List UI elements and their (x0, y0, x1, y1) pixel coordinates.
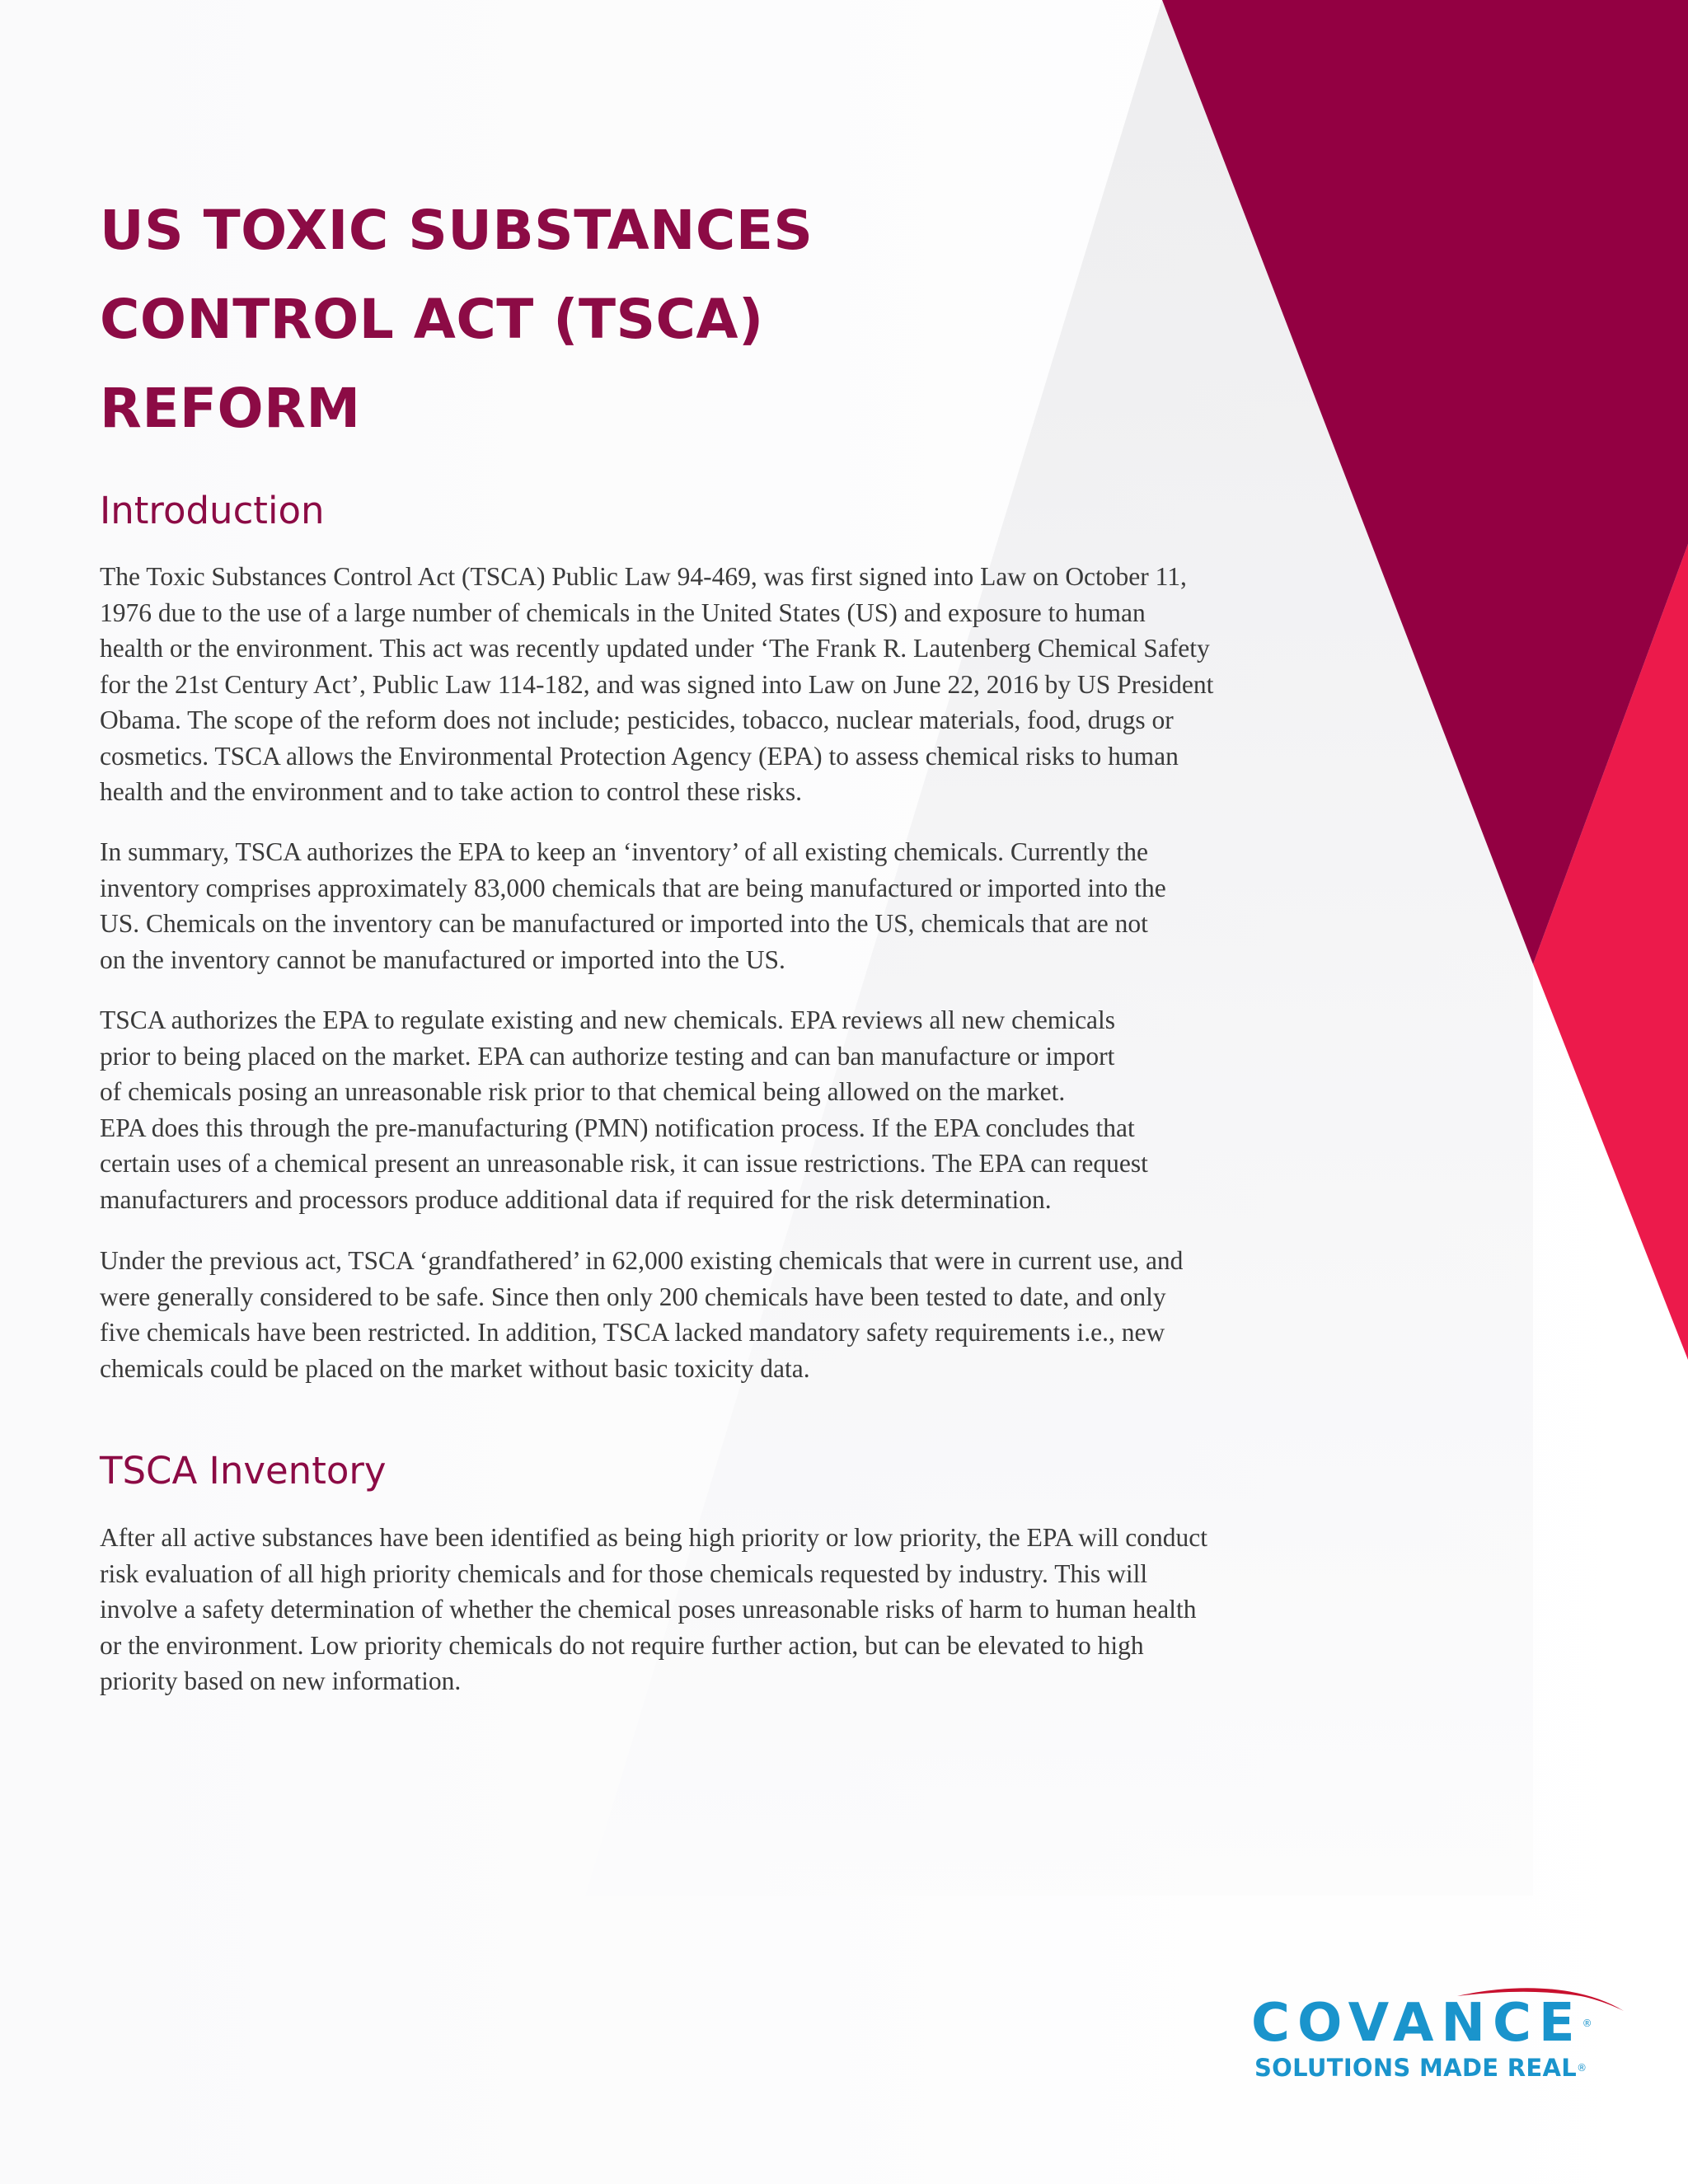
intro-paragraph-4 (100, 1243, 1353, 1386)
text-line: cosmetics. TSCA allows the Environmental Protection Agency (EPA) to assess chemical risks to human (100, 741, 1179, 771)
text-line: EPA does this through the pre-manufacturing (PMN) notification process. If the EPA concludes that (100, 1113, 1135, 1142)
registered-mark: ® (1577, 2062, 1587, 2074)
text-line: Under the previous act, TSCA ‘grandfathered’ in 62,000 existing chemicals that were in current use, and (100, 1246, 1184, 1275)
text-line: chemicals could be placed on the market without basic toxicity data. (100, 1353, 810, 1383)
text-line: health and the environment and to take action to control these risks. (100, 777, 803, 806)
intro-paragraph-2 (100, 834, 1353, 977)
text-line: US. Chemicals on the inventory can be manufactured or imported into the US, chemicals that are not (100, 909, 1148, 938)
logo-tagline (1254, 2054, 1587, 2082)
title-line: US TOXIC SUBSTANCES (100, 199, 814, 262)
text-line: involve a safety determination of whether the chemical poses unreasonable risks of harm to human health (100, 1595, 1197, 1624)
text-line: or the environment. Low priority chemicals do not require further action, but can be elevated to high (100, 1630, 1144, 1660)
document-title (100, 186, 1006, 453)
text-line: prior to being placed on the market. EPA can authorize testing and can ban manufacture or import (100, 1041, 1115, 1071)
inventory-paragraph-1 (100, 1520, 1353, 1699)
text-line: The Toxic Substances Control Act (TSCA) Public Law 94-469, was first signed into Law on October 11, (100, 562, 1187, 591)
text-line: on the inventory cannot be manufactured or imported into the US. (100, 944, 785, 974)
logo-wordmark (1251, 1994, 1592, 2052)
text-line: Obama. The scope of the reform does not include; pesticides, tobacco, nuclear materials, food, drugs or (100, 705, 1174, 734)
title-line: CONTROL ACT (TSCA) (100, 288, 764, 351)
intro-paragraph-3 (100, 1002, 1353, 1217)
section-heading-introduction: Introduction (100, 489, 325, 532)
text-line: for the 21st Century Act’, Public Law 114-182, and was signed into Law on June 22, 2016 by US President (100, 669, 1214, 699)
text-line: were generally considered to be safe. Since then only 200 chemicals have been tested to date, and only (100, 1282, 1166, 1311)
logo-wordmark-text: COVANCE (1251, 1993, 1582, 2054)
text-line: certain uses of a chemical present an unreasonable risk, it can issue restrictions. The EPA can request (100, 1149, 1148, 1178)
text-line: risk evaluation of all high priority chemicals and for those chemicals requested by industry. This will (100, 1558, 1148, 1588)
section-heading-tsca-inventory: TSCA Inventory (100, 1449, 387, 1493)
logo-tagline-text: SOLUTIONS MADE REAL (1254, 2054, 1578, 2082)
text-line: five chemicals have been restricted. In addition, TSCA lacked mandatory safety requirements i.e., new (100, 1318, 1165, 1347)
text-line: of chemicals posing an unreasonable risk prior to that chemical being allowed on the market. (100, 1077, 1066, 1106)
title-line: REFORM (100, 377, 361, 440)
text-line: TSCA authorizes the EPA to regulate existing and new chemicals. EPA reviews all new chemicals (100, 1005, 1116, 1034)
text-line: In summary, TSCA authorizes the EPA to keep an ‘inventory’ of all existing chemicals. Currently the (100, 837, 1148, 866)
intro-paragraph-1 (100, 559, 1353, 810)
covance-logo (1251, 1978, 1630, 2085)
text-line: inventory comprises approximately 83,000 chemicals that are being manufactured or imported into the (100, 873, 1166, 902)
registered-mark: ® (1582, 2018, 1592, 2029)
text-line: After all active substances have been identified as being high priority or low priority, the EPA will conduct (100, 1523, 1207, 1552)
text-line: health or the environment. This act was recently updated under ‘The Frank R. Lautenberg Chemical Safety (100, 634, 1210, 663)
text-line: 1976 due to the use of a large number of chemicals in the United States (US) and exposure to human (100, 598, 1146, 627)
text-line: priority based on new information. (100, 1666, 462, 1695)
text-line: manufacturers and processors produce additional data if required for the risk determination. (100, 1184, 1052, 1214)
